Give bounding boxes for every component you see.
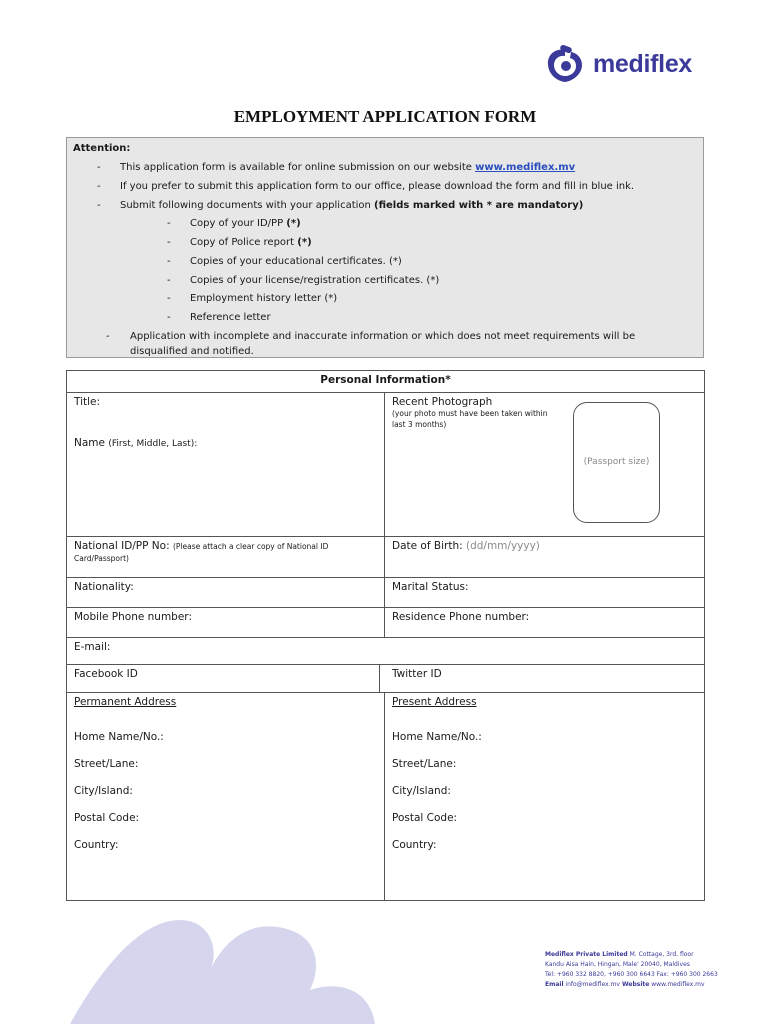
footer-company-line: Mediflex Private Limited M. Cottage, 3rd. floor — [545, 951, 694, 958]
title-name-cell[interactable] — [67, 393, 385, 537]
bullet-dash: - — [97, 181, 101, 192]
company-footer — [545, 950, 718, 990]
attention-heading: Attention: — [73, 143, 131, 154]
attention-line-4b: disqualified and notified. — [130, 346, 254, 357]
attention-line-2: If you prefer to submit this application form to our office, please download the form and fill in blue ink. — [120, 181, 635, 192]
title-label: Title: — [74, 396, 101, 408]
country-label: Country: — [392, 839, 437, 851]
postal-label: Postal Code: — [74, 812, 140, 824]
country-label: Country: — [74, 839, 119, 851]
footer-address-line: Kandu Aisa Hain, Hingan, Male' 20040, Maldives — [545, 961, 690, 968]
street-label: Street/Lane: — [74, 758, 139, 770]
permanent-address-cell[interactable] — [67, 693, 385, 901]
bullet-dash: - — [97, 162, 101, 173]
nationality-field[interactable]: Nationality: — [67, 578, 385, 608]
doc-item: Employment history letter (*) — [190, 293, 338, 304]
dob-field[interactable]: Date of Birth: (dd/mm/yyyy) — [385, 537, 705, 578]
passport-size-label: (Passport size) — [583, 457, 650, 467]
residence-phone-field[interactable]: Residence Phone number: — [385, 608, 705, 638]
mobile-phone-field[interactable]: Mobile Phone number: — [67, 608, 385, 638]
doc-item: Reference letter — [190, 312, 271, 323]
facebook-field[interactable]: Facebook ID — [67, 665, 380, 693]
permanent-address-heading: Permanent Address — [74, 696, 177, 708]
bullet-dash: - — [97, 200, 101, 211]
section-header: Personal Information* — [67, 371, 705, 393]
doc-item: Copy of your ID/PP (*) — [190, 218, 301, 229]
doc-item: Copies of your educational certificates. (*) — [190, 256, 402, 267]
doc-item: Copy of Police report (*) — [190, 237, 312, 248]
twitter-field[interactable]: Twitter ID — [380, 665, 705, 693]
photo-note: (your photo must have been taken within last 3 months) — [392, 409, 548, 429]
postal-label: Postal Code: — [392, 812, 458, 824]
footer-tel-line: Tel: +960 332 8820, +960 300 6643 Fax: +960 300 2663 — [545, 971, 718, 978]
photo-label: Recent Photograph — [392, 396, 493, 408]
marital-status-field[interactable]: Marital Status: — [385, 578, 705, 608]
home-label: Home Name/No.: — [74, 731, 164, 743]
national-id-field[interactable]: National ID/PP No: (Please attach a clear copy of National ID Card/Passport) — [67, 537, 385, 578]
passport-photo-box[interactable] — [573, 402, 660, 523]
website-link[interactable]: www.mediflex.mv — [475, 162, 576, 173]
attention-line-1: This application form is available for online submission on our website www.mediflex.mv — [120, 162, 576, 173]
home-label: Home Name/No.: — [392, 731, 482, 743]
logo-wordmark: mediflex — [593, 50, 693, 78]
city-label: City/Island: — [74, 785, 133, 797]
mediflex-logo — [543, 44, 713, 90]
watermark-shape — [60, 910, 380, 1024]
footer-contact-line: Email info@mediflex.mv Website www.mediflex.mv — [545, 981, 705, 988]
attention-line-4: Application with incomplete and inaccurate information or which does not meet requirements will be — [130, 331, 636, 342]
present-address-heading: Present Address — [392, 696, 477, 708]
attention-box: Attention: - This application form is available for online submission on our website www.mediflex.mv - If you prefer to submit this application form to our office, please download the form and fill in blue ink. - Submit following documents with your application (fields marked with * are mandatory) - Copy of your ID/PP (*) - Copy of Police report (*) - Copies of your educational certificates. (*) - Copies of your license/registration certificates. (*) - Employment history letter (*) - Reference letter - Application with incomplete and inaccurate information or which does not meet requirements will be disqualified and notified. — [66, 137, 704, 358]
present-address-cell[interactable] — [385, 693, 705, 901]
city-label: City/Island: — [392, 785, 451, 797]
form-title: EMPLOYMENT APPLICATION FORM — [233, 107, 537, 126]
street-label: Street/Lane: — [392, 758, 457, 770]
attention-line-3: Submit following documents with your application (fields marked with * are mandatory) — [120, 200, 584, 211]
name-label: Name (First, Middle, Last): — [74, 437, 198, 449]
mediflex-emblem-icon — [543, 44, 587, 88]
doc-item: Copies of your license/registration certificates. (*) — [190, 275, 440, 286]
email-field[interactable]: E-mail: — [67, 638, 705, 665]
